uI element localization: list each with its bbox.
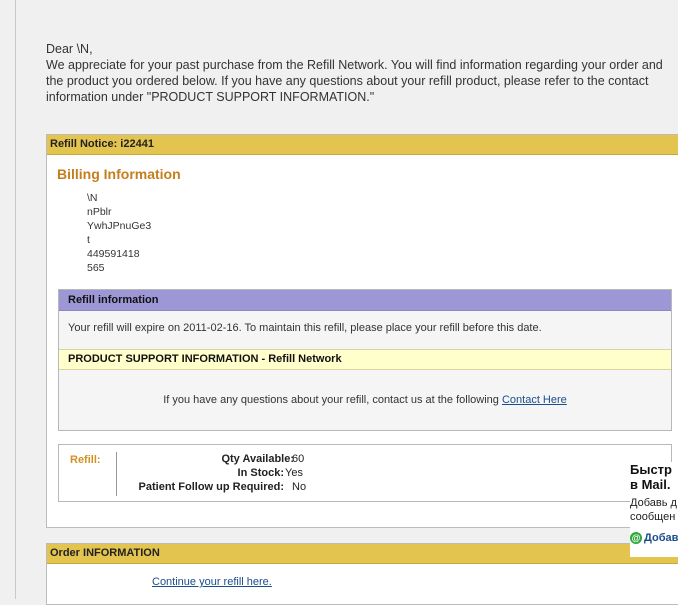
refill-label: Refill:: [70, 454, 101, 466]
product-support-header: PRODUCT SUPPORT INFORMATION - Refill Network: [59, 349, 671, 370]
refill-information-box: [58, 289, 672, 431]
refill-notice-panel: [46, 134, 678, 528]
billing-line: YwhJPnuGe3: [87, 220, 152, 232]
intro-text-block: [46, 41, 676, 105]
billing-address-lines: [87, 191, 151, 275]
in-stock-value: Yes: [285, 467, 303, 479]
qty-available-label: Qty Available:: [221, 453, 294, 465]
at-sign-icon: @: [631, 533, 641, 544]
billing-line: 449591418: [87, 248, 140, 260]
ad-text-line-1: Добавь д: [630, 497, 677, 509]
in-stock-label: In Stock:: [237, 467, 284, 479]
continue-refill-link[interactable]: Continue your refill here.: [152, 576, 272, 588]
patient-followup-label: Patient Follow up Required:: [138, 481, 284, 493]
ad-text-line: [630, 496, 678, 524]
ad-add-button[interactable]: [630, 532, 678, 544]
intro-paragraph: We appreciate for your past purchase from the Refill Network. You will find information regarding your order and the product you ordered below. If you have any questions about your refill product, please refer to the contact information under "PRODUCT SUPPORT INFORMATION.": [46, 58, 663, 104]
product-support-body: [59, 370, 671, 406]
refill-expiry-message: Your refill will expire on 2011-02-16. To maintain this refill, please place your refill before this date.: [68, 322, 542, 334]
billing-line: nPblr: [87, 206, 112, 218]
ad-add-label: Добав: [644, 532, 678, 544]
ad-text-line-2: сообщен: [630, 511, 676, 523]
support-text: If you have any questions about your refill, contact us at the following: [163, 394, 499, 406]
order-information-panel: [46, 543, 678, 605]
refill-notice-header: Refill Notice: i22441: [47, 135, 678, 155]
mail-ad-popup: [630, 462, 678, 557]
contact-here-link[interactable]: Contact Here: [501, 394, 567, 406]
billing-line: 565: [87, 262, 105, 274]
patient-followup-value: No: [292, 481, 307, 493]
ad-title-line: в Mail.: [630, 477, 671, 492]
billing-information-title: Billing Information: [57, 166, 181, 182]
refill-information-header: Refill information: [59, 290, 671, 311]
billing-line: t: [87, 234, 90, 246]
greeting: Dear \N,: [46, 42, 93, 56]
billing-line: \N: [87, 192, 98, 204]
qty-available-value: 60: [292, 453, 305, 465]
order-information-header: Order INFORMATION: [47, 544, 678, 564]
refill-details-box: [58, 444, 672, 502]
page-left-border: [15, 0, 16, 599]
ad-title-line: Быстр: [630, 462, 672, 477]
